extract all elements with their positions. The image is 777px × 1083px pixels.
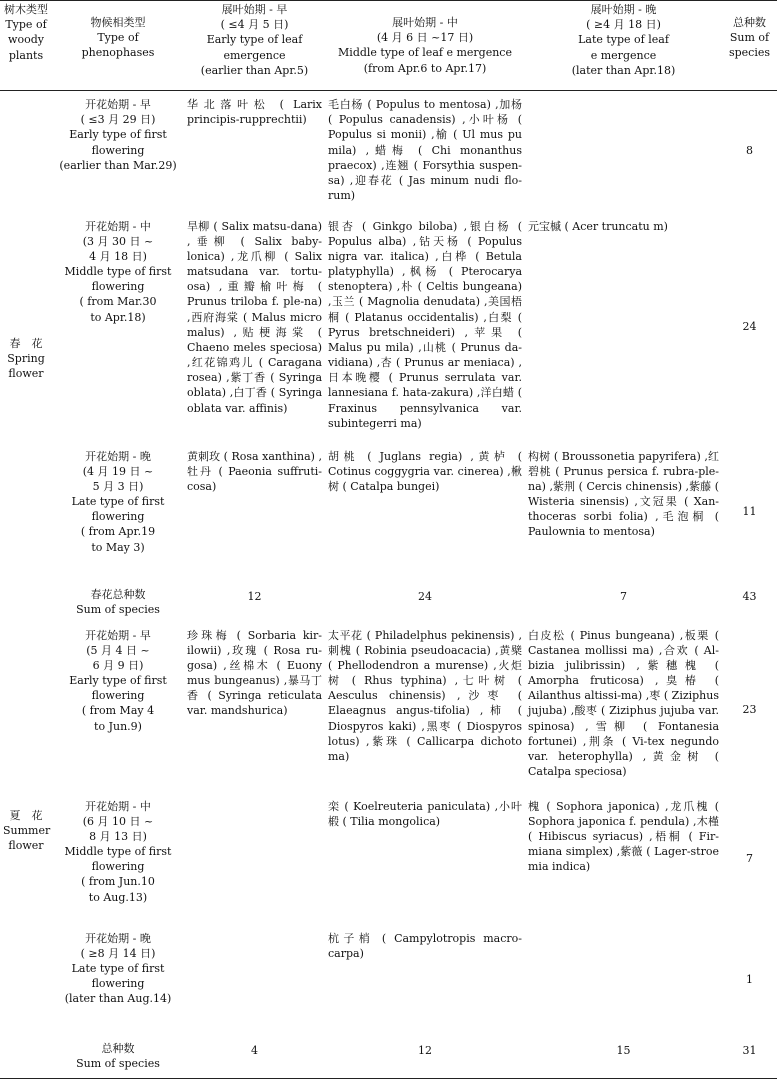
cell-species: 黄刺玫 ( Rosa xanthina) ,牡丹 ( Paeonia suffruti-cosa) <box>187 449 322 493</box>
cell-species: 太平花 ( Philadelphus pekinensis) ,刺槐 ( Robinia pseudoacacia) ,黄檗 ( Phellodendron a murense) ,火炬树 ( Rhus typhina) ,七叶树 ( Aesculus chinensis) ,沙枣 ( Elaeagnus angus-tifolia) ,柿 ( Diospyros kaki) ,黑枣 ( Diospyros lotus) ,紫珠 ( Callicarpa dichoto ma) <box>328 628 522 763</box>
row-label-spring-early: 开花始期 - 早 ( ≤3 月 29 日) Early type of first flowering (earlier than Mar.29) <box>59 98 177 172</box>
cell-total: 12 <box>418 1043 432 1057</box>
cell-sum: 24 <box>742 319 757 333</box>
row-label-spring-total: 春花总种数 Sum of species <box>76 587 160 616</box>
header-late-leaf: 展叶始期 - 晚 ( ≥4 月 18 日) Late type of leaf e mergence (later than Apr.18) <box>525 1 722 91</box>
header-sum: 总种数 Sum of species <box>722 1 777 91</box>
cell-total: 15 <box>616 1043 631 1057</box>
cell-sum: 8 <box>746 144 753 158</box>
cell-sum: 7 <box>746 851 753 865</box>
cell-species: 栾 ( Koelreuteria paniculata) ,小叶椴 ( Tilia mongolica) <box>328 799 522 828</box>
cell-total: 24 <box>418 589 432 603</box>
row-label-spring-middle: 开花始期 - 中 (3 月 30 日 ~ 4 月 18 日) Middle type of first flowering ( from Mar.30 to Apr.18) <box>64 219 172 324</box>
table-row <box>0 925 777 1035</box>
cell-species: 元宝槭 ( Acer truncatu m) <box>528 219 668 233</box>
cell-species <box>525 925 722 1035</box>
cell-species: 白皮松 ( Pinus bungeana) ,板栗 ( Castanea mollissi ma) ,合欢 ( Al-bizia julibrissin) ,紫穗槐 ( Amorpha fruticosa) ,臭椿 ( Ailanthus altissi-ma) ,枣 ( Ziziphus jujuba) ,酸枣 ( Ziziphus jujuba var. spinosa) ,雪柳 ( Fontanesia fortunei) ,荆条 ( Vi-tex negundo var. heterophylla) ,黄金树 ( Catalpa speciosa) <box>528 628 719 779</box>
cell-empty <box>0 1035 52 1079</box>
cell-species: 银杏 ( Ginkgo biloba) ,银白杨 ( Populus alba) ,钻天杨 ( Populus nigra var. italica) ,白桦 ( Betula platyphylla) ,枫杨 ( Pterocarya stenoptera) ,朴 ( Celtis bungeana) ,玉兰 ( Magnolia denudata) ,美国梧桐 ( Platanus occidentalis) ,白梨 ( Pyrus bretschneideri) ,苹果 ( Malus pu mila) ,山桃 ( Prunus da-vidiana) ,杏 ( Prunus ar meniaca) ,日本晚樱 ( Prunus serrulata var. lannesiana f. hata-zakura) ,洋白蜡 ( Fraxinus pennsylvanica var. subintegerri ma) <box>328 219 522 430</box>
cell-species <box>184 793 325 925</box>
cell-species: 华北落叶松 ( Larix principis-rupprechtii) <box>187 98 322 127</box>
table-row <box>0 443 777 581</box>
table-row <box>0 211 777 443</box>
group-summer: 夏 花 Summer flower <box>3 808 51 853</box>
row-label-summer-late: 开花始期 - 晚 ( ≥8 月 14 日) Late type of first flowering (later than Aug.14) <box>64 931 172 1006</box>
cell-total: 12 <box>247 589 262 603</box>
header-tree-type: 树木类型 Type of woody plants <box>0 1 52 91</box>
cell-sum: 31 <box>742 1043 757 1057</box>
row-label-summer-middle: 开花始期 - 中 (6 月 10 日 ~ 8 月 13 日) Middle type of first flowering ( from Jun.10 to Aug.13) <box>64 799 172 904</box>
cell-sum: 1 <box>746 972 753 986</box>
cell-species: 珍珠梅 ( Sorbaria kir-ilowii) ,玫瑰 ( Rosa ru-gosa) ,丝棉木 ( Euony mus bungeanus) ,暴马丁香 ( Syringa reticulata var. mandshurica) <box>187 628 322 718</box>
cell-species: 槐 ( Sophora japonica) ,龙爪槐 ( Sophora japonica f. pendula) ,木槿 ( Hibiscus syriacus) ,梧桐 ( Fir-miana simplex) ,紫薇 ( Lager-stroe mia indica) <box>528 799 719 874</box>
table-row <box>0 91 777 211</box>
cell-species: 杭子梢 ( Campylotropis macro-carpa) <box>328 931 522 960</box>
header-pheno-type: 物候相类型 Type of phenophases <box>52 1 184 91</box>
cell-species: 旱柳 ( Salix matsu-dana) ,垂柳 ( Salix baby-lonica) ,龙爪柳 ( Salix matsudana var. tortu-osa) ,重瓣榆叶梅 ( Prunus triloba f. ple-na) ,西府海棠 ( Malus micro malus) ,贴梗海棠 ( Chaeno meles speciosa) ,红花锦鸡儿 ( Caragana rosea) ,紫丁香 ( Syringa oblata) ,白丁香 ( Syringa oblata var. affinis) <box>187 219 322 415</box>
group-spring: 春 花 Spring flower <box>7 336 45 381</box>
cell-species: 毛白杨 ( Populus to mentosa) ,加杨 ( Populus canadensis) ,小叶杨 ( Populus si monii) ,榆 ( Ul mus pu mila) ,蜡梅 ( Chi monanthus praecox) ,连翘 ( Forsythia suspen-sa) ,迎春花 ( Jas minum nudi flo-rum) <box>328 98 522 203</box>
table-row <box>0 793 777 925</box>
cell-total: 4 <box>251 1043 258 1057</box>
table-row <box>0 627 777 793</box>
cell-sum: 11 <box>742 504 757 518</box>
table-row-total <box>0 581 777 627</box>
header-row <box>0 1 777 91</box>
cell-species <box>525 91 722 211</box>
row-label-spring-late: 开花始期 - 晚 (4 月 19 日 ~ 5 月 3 日) Late type of first flowering ( from Apr.19 to May 3) <box>71 449 165 554</box>
header-early-leaf: 展叶始期 - 早 ( ≤4 月 5 日) Early type of leaf emergence (earlier than Apr.5) <box>184 1 325 91</box>
row-label-grand-total: 总种数 Sum of species <box>76 1041 160 1070</box>
cell-total: 7 <box>620 589 627 603</box>
cell-species <box>184 925 325 1035</box>
cell-sum: 23 <box>742 702 757 716</box>
row-label-summer-early: 开花始期 - 早 (5 月 4 日 ~ 6 月 9 日) Early type of first flowering ( from May 4 to Jun.9) <box>69 628 167 733</box>
table-row-total <box>0 1035 777 1079</box>
cell-species: 胡桃 ( Juglans regia) ,黄栌 ( Cotinus coggygria var. cinerea) ,楸树 ( Catalpa bungei) <box>328 449 522 493</box>
cell-species: 构树 ( Broussonetia papyrifera) ,红碧桃 ( Prunus persica f. rubra-ple-na) ,紫荆 ( Cercis chinensis) ,紫藤 ( Wisteria sinensis) ,文冠果 ( Xan-thoceras sorbi folia) ,毛泡桐 ( Paulownia to mentosa) <box>528 449 719 539</box>
header-middle-leaf: 展叶始期 - 中 (4 月 6 日 ~17 日) Middle type of leaf e mergence (from Apr.6 to Apr.17) <box>325 1 525 91</box>
cell-sum: 43 <box>742 589 757 603</box>
